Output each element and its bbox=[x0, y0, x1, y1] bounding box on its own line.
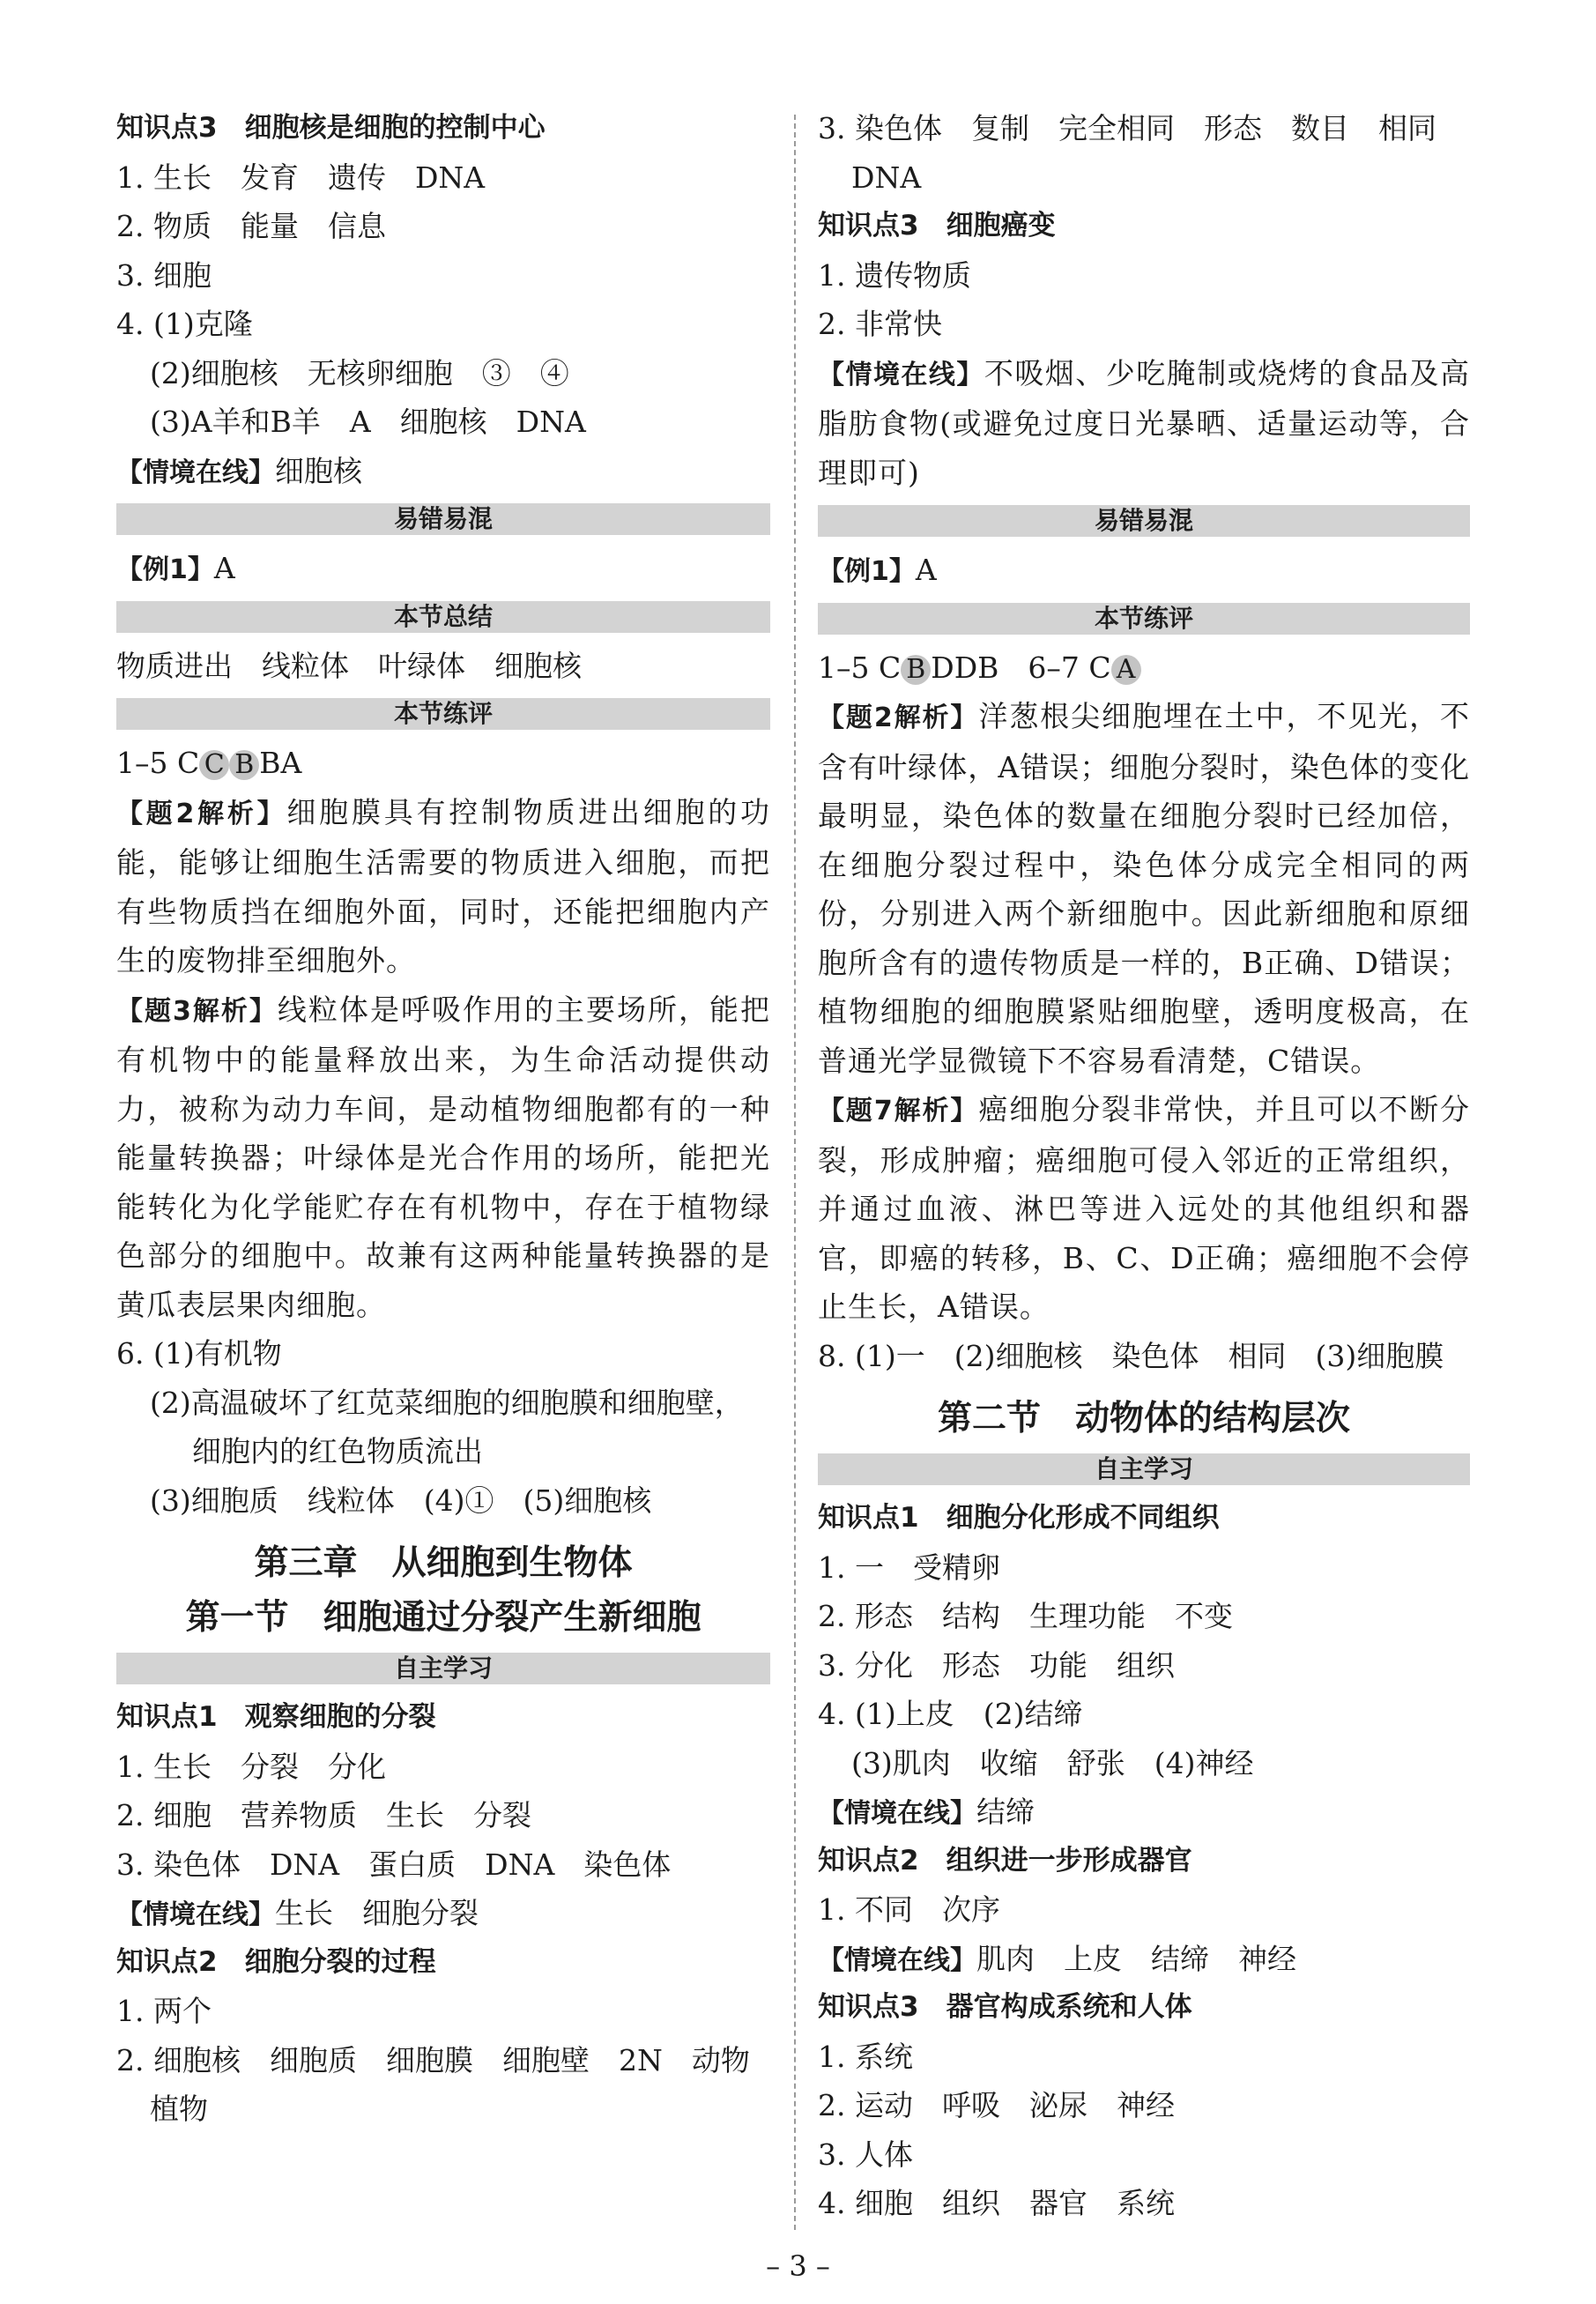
answer-line: 4. (1)克隆 bbox=[116, 307, 253, 341]
explanation-tag: 【题2解析】 bbox=[818, 702, 979, 733]
situation-tag: 【情境在线】 bbox=[116, 1899, 275, 1930]
answer-line: 2. 运动 呼吸 泌尿 神经 bbox=[818, 2088, 1175, 2122]
answer-line: 1. 系统 bbox=[818, 2039, 913, 2074]
answer-line: 2. 细胞 营养物质 生长 分裂 bbox=[116, 1798, 531, 1832]
situation-line bbox=[818, 1787, 1470, 1837]
answer-line: 1. 遗传物质 bbox=[818, 257, 971, 293]
example-tag: 【例1】 bbox=[818, 556, 916, 587]
situation-line bbox=[116, 447, 770, 496]
knowledge-point-title: 知识点3 细胞癌变 bbox=[818, 210, 1056, 242]
answer-line: 4. (1)上皮 (2)结缔 bbox=[818, 1697, 1083, 1731]
explanation-text: 癌细胞分裂非常快，并且可以不断分裂，形成肿瘤；癌细胞可侵入邻近的正常组织，并通过血液、淋巴等进入远处的其他组织和器官，即癌的转移，B、C、D正确；癌细胞不会停止生长，A错误。 bbox=[818, 1092, 1471, 1324]
knowledge-point-title: 知识点2 组织进一步形成器官 bbox=[818, 1844, 1192, 1877]
example-tag: 【例1】 bbox=[116, 554, 214, 585]
answer-line: (3)细胞质 线粒体 (4)① (5)细胞核 bbox=[150, 1483, 652, 1518]
example-answer: A bbox=[213, 551, 235, 585]
example-answer: A bbox=[915, 553, 937, 587]
situation-tag: 【情境在线】 bbox=[116, 457, 275, 488]
answer-line: 3. 染色体 DNA 蛋白质 DNA 染色体 bbox=[116, 1847, 672, 1882]
situation-tag: 【情境在线】 bbox=[818, 1798, 976, 1829]
section-bar-summary: 本节总结 bbox=[116, 601, 770, 633]
practice-prefix: 1–5 C bbox=[116, 746, 200, 780]
highlighted-answer: A bbox=[1111, 655, 1141, 685]
answer-line: DNA bbox=[851, 160, 922, 195]
answer-line: 3. 染色体 复制 完全相同 形态 数目 相同 bbox=[818, 111, 1436, 145]
situation-line bbox=[116, 1889, 770, 1938]
highlighted-answer: B bbox=[229, 750, 259, 780]
page-number: – 3 – bbox=[766, 2249, 830, 2283]
situation-answer: 肌肉 上皮 结缔 神经 bbox=[976, 1941, 1296, 1976]
right-column bbox=[818, 104, 1470, 2228]
situation-answer: 生长 细胞分裂 bbox=[275, 1896, 479, 1930]
answer-line: 细胞内的红色物质流出 bbox=[192, 1434, 483, 1468]
explanation-tag: 【题7解析】 bbox=[818, 1096, 979, 1126]
situation-tag: 【情境在线】 bbox=[818, 1944, 976, 1976]
highlighted-answer: B bbox=[901, 655, 931, 685]
explanation-text: 线粒体是呼吸作用的主要场所，能把有机物中的能量释放出来，为生命活动提供动力，被称为动力车间，是动植物细胞都有的一种能量转换器；叶绿体是光合作用的场所，能把光能转化为化学能贮存在有机物中，存在于植物绿色部分的细胞中。故兼有这两种能量转换器的是黄瓜表层果肉细胞。 bbox=[116, 992, 771, 1322]
answer-line: 8. (1)一 (2)细胞核 染色体 相同 (3)细胞膜 bbox=[818, 1338, 1444, 1373]
situation-answer: 细胞核 bbox=[275, 453, 362, 488]
practice-prefix: 1–5 C bbox=[818, 650, 902, 685]
answer-line: 4. 细胞 组织 器官 系统 bbox=[818, 2186, 1175, 2220]
knowledge-point-title: 知识点1 观察细胞的分裂 bbox=[116, 1701, 436, 1733]
section-title: 第二节 动物体的结构层次 bbox=[937, 1398, 1350, 1438]
practice-suffix: BA bbox=[259, 746, 302, 780]
situation-paragraph bbox=[818, 349, 1470, 498]
answer-line: 植物 bbox=[150, 2092, 208, 2126]
explanation-q7 bbox=[818, 1085, 1470, 1332]
knowledge-point-title: 知识点3 细胞核是细胞的控制中心 bbox=[116, 112, 546, 144]
section-bar-practice: 本节练评 bbox=[818, 603, 1470, 635]
answer-line: 1. 两个 bbox=[116, 1994, 212, 2028]
answer-line: 1. 不同 次序 bbox=[818, 1892, 1000, 1927]
example-line bbox=[818, 546, 1470, 595]
practice-middle: DDB 6–7 C bbox=[931, 650, 1111, 685]
explanation-q2 bbox=[818, 692, 1470, 1085]
explanation-tag: 【题3解析】 bbox=[116, 995, 278, 1027]
section-bar-self-study: 自主学习 bbox=[818, 1453, 1470, 1485]
summary-line: 物质进出 线粒体 叶绿体 细胞核 bbox=[116, 648, 582, 683]
answer-line: 3. 分化 形态 功能 组织 bbox=[818, 1647, 1175, 1683]
situation-line bbox=[818, 1935, 1470, 1984]
answer-line: (3)肌肉 收缩 舒张 (4)神经 bbox=[851, 1745, 1254, 1780]
section-title: 第一节 细胞通过分裂产生新细胞 bbox=[185, 1597, 701, 1638]
left-column bbox=[116, 104, 770, 2134]
highlighted-answer: C bbox=[199, 750, 229, 780]
explanation-q2 bbox=[116, 788, 770, 985]
answer-line: 1. 一 受精卵 bbox=[818, 1550, 1000, 1585]
knowledge-point-title: 知识点3 器官构成系统和人体 bbox=[818, 1991, 1192, 2023]
practice-answers bbox=[116, 739, 770, 788]
explanation-text: 洋葱根尖细胞埋在土中，不见光，不含有叶绿体，A错误；细胞分裂时，染色体的变化最明显，染色体的数量在细胞分裂时已经加倍，在细胞分裂过程中，染色体分成完全相同的两份，分别进入两个新细胞中。因此新细胞和原细胞所含有的遗传物质是一样的，B正确、D错误；植物细胞的细胞膜紧贴细胞壁，透明度极高，在普通光学显微镜下不容易看清楚，C错误。 bbox=[818, 699, 1471, 1078]
practice-answers bbox=[818, 643, 1470, 693]
explanation-tag: 【题2解析】 bbox=[116, 798, 287, 829]
answer-line: (3)A羊和B羊 A 细胞核 DNA bbox=[150, 405, 586, 439]
situation-tag: 【情境在线】 bbox=[818, 359, 984, 390]
answer-line: 2. 细胞核 细胞质 细胞膜 细胞壁 2N 动物 bbox=[116, 2042, 750, 2077]
answer-line: 3. 人体 bbox=[818, 2137, 913, 2172]
answer-line: (2)细胞核 无核卵细胞 ③ ④ bbox=[150, 355, 569, 390]
section-bar-self-study: 自主学习 bbox=[116, 1653, 770, 1684]
column-divider bbox=[794, 115, 796, 2230]
answer-line: 3. 细胞 bbox=[116, 257, 212, 293]
answer-line: 2. 非常快 bbox=[818, 307, 942, 341]
answer-line: 2. 物质 能量 信息 bbox=[116, 209, 386, 243]
example-line bbox=[116, 544, 770, 593]
answer-line: (2)高温破坏了红苋菜细胞的细胞膜和细胞壁， bbox=[150, 1385, 744, 1420]
knowledge-point-title: 知识点2 细胞分裂的过程 bbox=[116, 1945, 436, 1978]
answer-line: 6. (1)有机物 bbox=[116, 1336, 282, 1371]
answer-line: 2. 形态 结构 生理功能 不变 bbox=[818, 1599, 1233, 1633]
situation-answer: 不吸烟、少吃腌制或烧烤的食品及高脂肪食物(或避免过度日光暴晒、适量运动等，合理即可) bbox=[818, 355, 1471, 490]
explanation-text: 细胞膜具有控制物质进出细胞的功能，能够让细胞生活需要的物质进入细胞，而把有些物质挡在细胞外面，同时，还能把细胞内产生的废物排至细胞外。 bbox=[116, 794, 771, 977]
knowledge-point-title: 知识点1 细胞分化形成不同组织 bbox=[818, 1502, 1220, 1534]
section-bar-confuse: 易错易混 bbox=[818, 505, 1470, 537]
section-bar-practice: 本节练评 bbox=[116, 698, 770, 730]
answer-line: 1. 生长 发育 遗传 DNA bbox=[116, 160, 486, 195]
explanation-q3 bbox=[116, 985, 770, 1330]
situation-answer: 结缔 bbox=[976, 1795, 1035, 1829]
chapter-title: 第三章 从细胞到生物体 bbox=[254, 1542, 633, 1583]
answer-line: 1. 生长 分裂 分化 bbox=[116, 1749, 386, 1784]
section-bar-confuse: 易错易混 bbox=[116, 503, 770, 535]
